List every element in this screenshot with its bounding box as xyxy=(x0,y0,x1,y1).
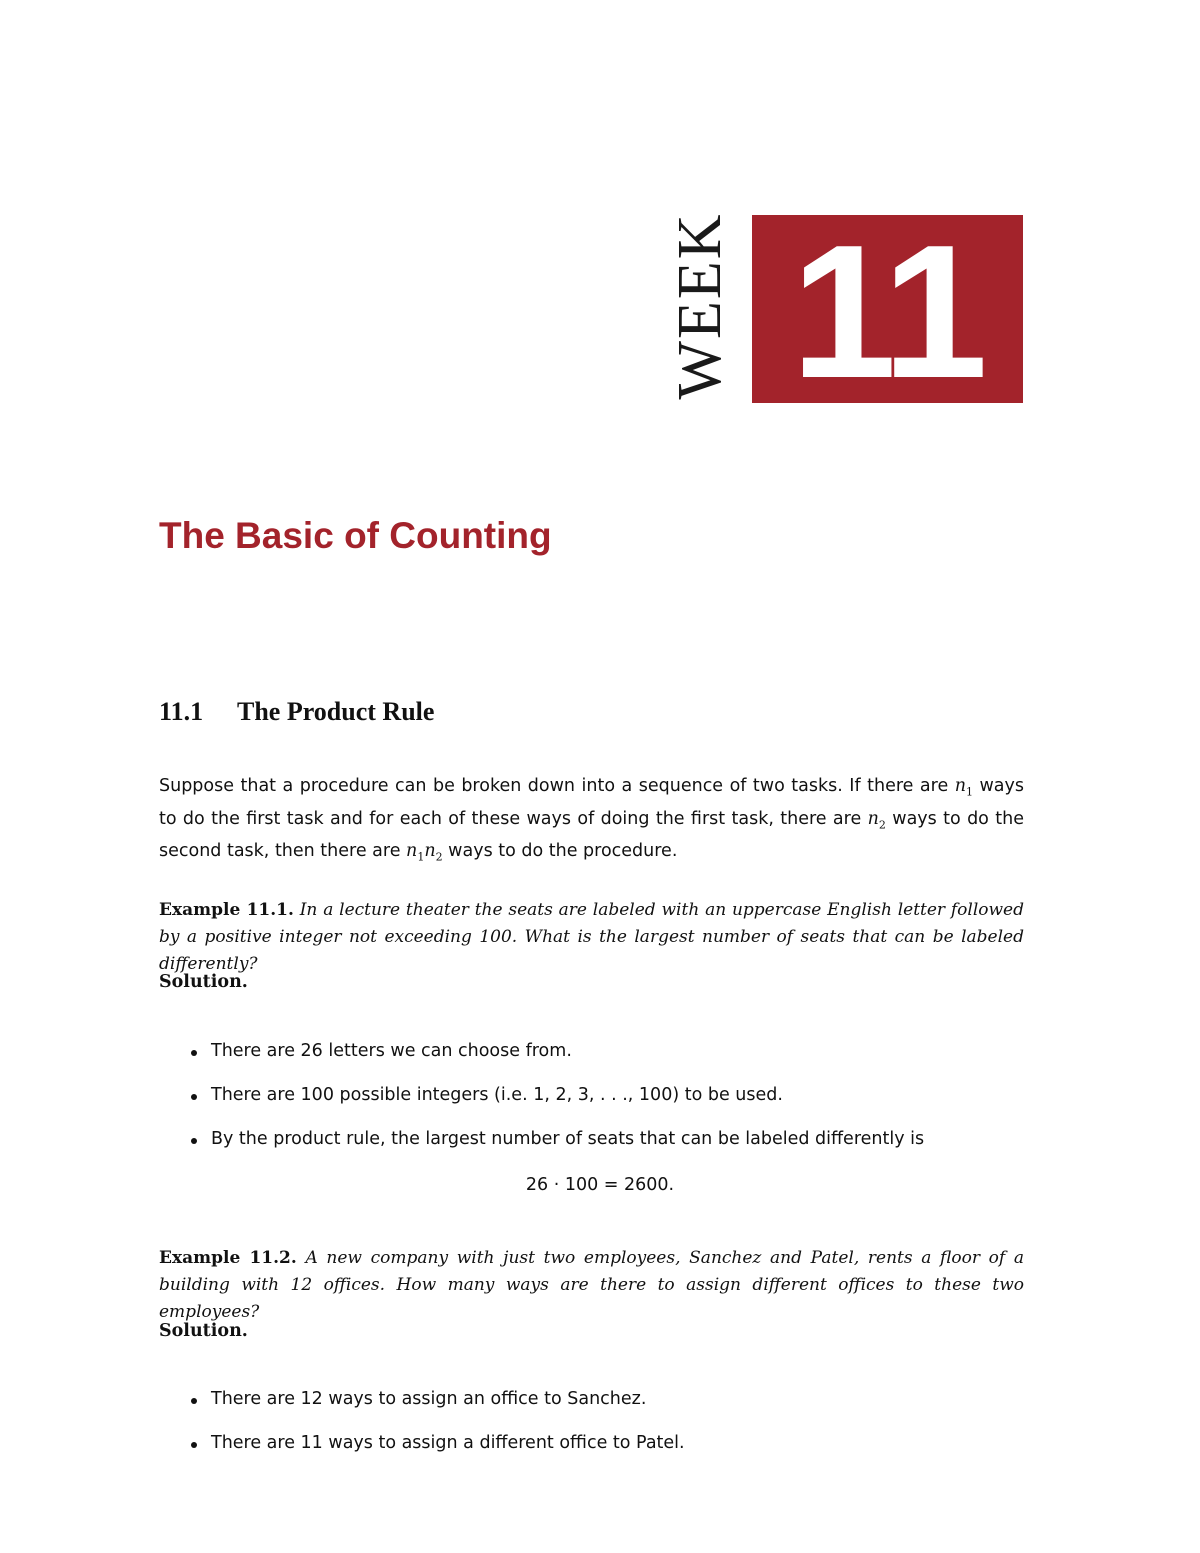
list-item: There are 26 letters we can choose from. xyxy=(185,1038,1025,1064)
example-2 xyxy=(159,1245,1024,1326)
chapter-title: The Basic of Counting xyxy=(159,515,552,556)
example-2-solution-list xyxy=(185,1386,1025,1456)
example-2-label: Example 11.2. xyxy=(159,1248,297,1268)
example-1-solution-list xyxy=(185,1038,1025,1152)
section-title: The Product Rule xyxy=(237,697,435,726)
example-1-solution-label: Solution. xyxy=(159,972,248,992)
product-rule-paragraph: Suppose that a procedure can be broken down into a sequence of two tasks. If there are $n_1$ ways to do the first task and for each of these ways of doing the first task, there are $n_2$ ways to do the second task, then there are $n_1n_2$ ways to do the procedure. xyxy=(159,776,1024,864)
list-item: There are 11 ways to assign a different office to Patel. xyxy=(185,1430,1025,1456)
list-item: By the product rule, the largest number of seats that can be labeled differently is xyxy=(185,1126,1025,1152)
display-equation: 26 · 100 = 2600. xyxy=(525,1175,675,1195)
week-number: 11 xyxy=(791,206,984,418)
week-number-box xyxy=(752,206,1023,418)
week-label: WEEK xyxy=(666,212,734,400)
example-2-solution-label: Solution. xyxy=(159,1321,248,1341)
list-item: There are 100 possible integers (i.e. 1, 2, 3, . . ., 100) to be used. xyxy=(185,1082,1025,1108)
example-1-label: Example 11.1. xyxy=(159,900,294,920)
example-1-question: In a lecture theater the seats are labeled with an uppercase English letter followed by a positive integer not exceeding 100. What is the largest number of seats that can be labeled differently? xyxy=(159,900,1024,974)
list-item: There are 12 ways to assign an office to Sanchez. xyxy=(185,1386,1025,1412)
section-number: 11.1 xyxy=(159,697,204,726)
example-2-question: A new company with just two employees, Sanchez and Patel, rents a floor of a building with 12 offices. How many ways are there to assign different offices to these two employees? xyxy=(159,1248,1024,1322)
example-1 xyxy=(159,897,1024,978)
section-heading xyxy=(159,697,434,727)
